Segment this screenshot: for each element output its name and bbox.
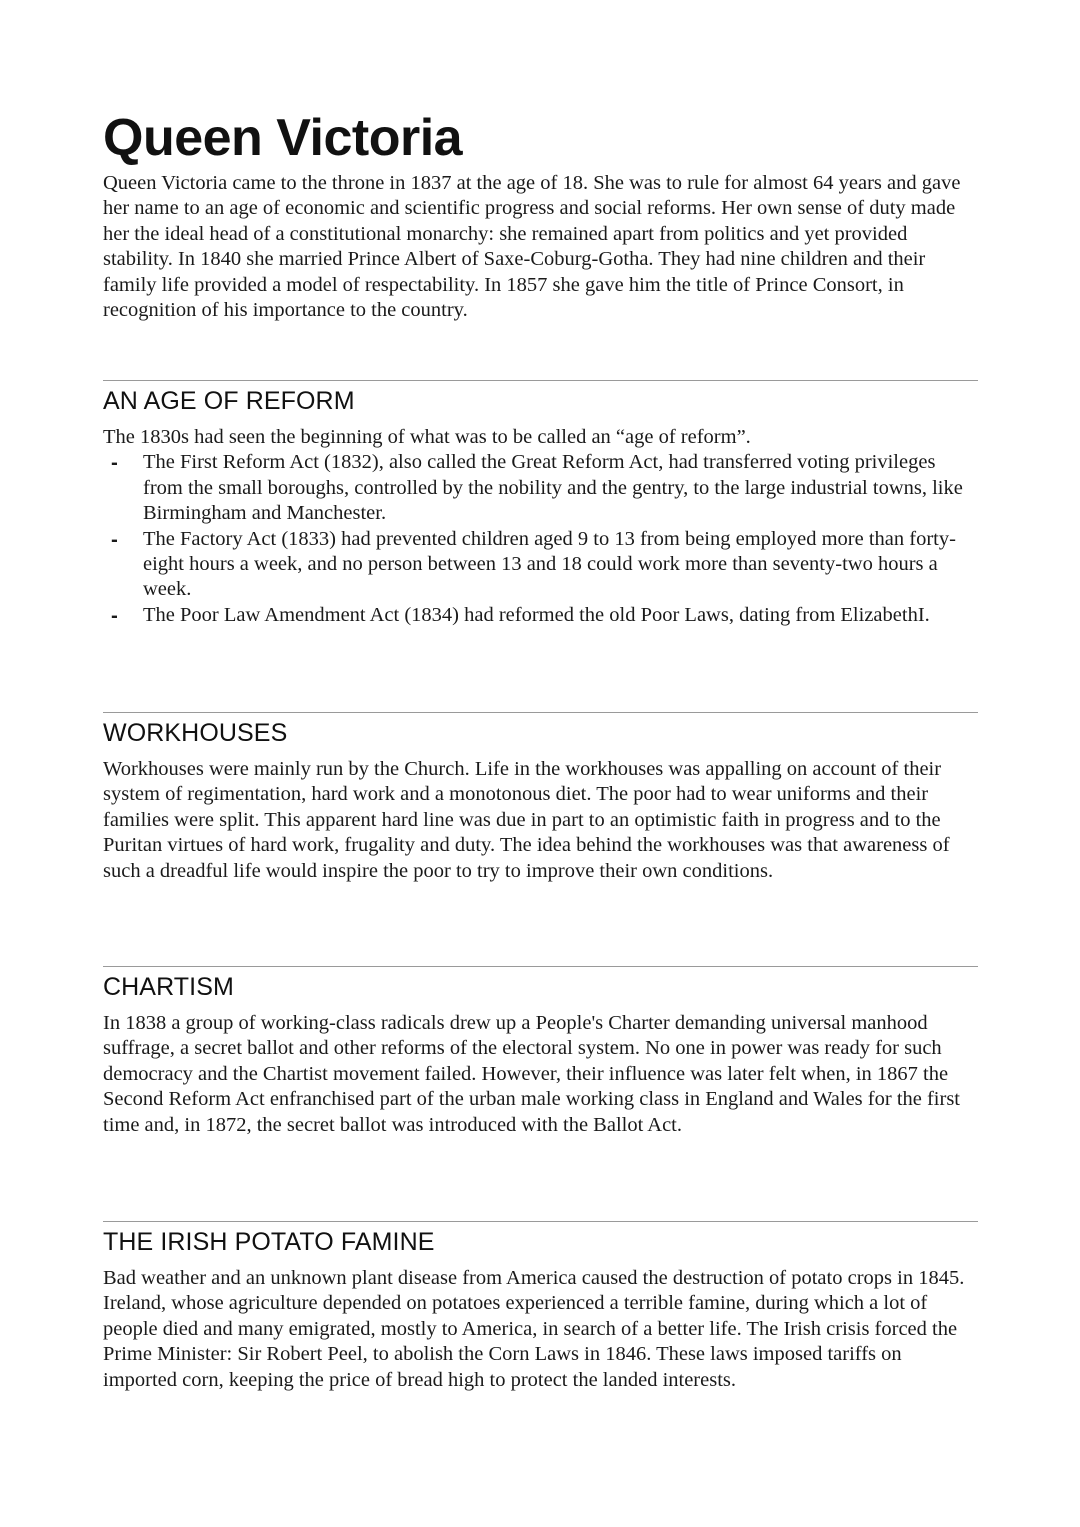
- list-item: [103, 603, 978, 628]
- section-heading: AN AGE OF REFORM: [103, 387, 355, 415]
- section-divider: [103, 712, 978, 713]
- list-item-text: The Factory Act (1833) had prevented children aged 9 to 13 from being employed more than forty-eight hours a week, and no person between 13 and 18 could work more than seventy-two hours a week.: [143, 527, 956, 601]
- list-item-text: The First Reform Act (1832), also called the Great Reform Act, had transferred voting privileges from the small boroughs, controlled by the nobility and the gentry, to the large industrial towns, like Birmingham and Manchester.: [143, 451, 963, 525]
- list-item: [103, 527, 978, 603]
- bullet-dash: -: [111, 527, 118, 551]
- section-age-of-reform: [103, 380, 978, 628]
- list-item-text: The Poor Law Amendment Act (1834) had reformed the old Poor Laws, dating from ElizabethI.: [143, 603, 930, 626]
- reform-list: [103, 450, 978, 628]
- section-paragraph: Bad weather and an unknown plant disease from America caused the destruction of potato crops in 1845. Ireland, whose agriculture depended on potatoes experienced a terrible famine, during which a lot of people died and many emigrated, mostly to America, in search of a better life. The Irish crisis forced the Prime Minister: Sir Robert Peel, to abolish the Corn Laws in 1846. These laws imposed tariffs on imported corn, keeping the price of bread high to protect the landed interests.: [103, 1267, 965, 1391]
- page-title: Queen Victoria: [103, 109, 463, 167]
- section-heading: CHARTISM: [103, 973, 234, 1001]
- section-paragraph: Workhouses were mainly run by the Church. Life in the workhouses was appalling on account of their system of regimentation, hard work and a monotonous diet. The poor had to wear uniforms and their families were split. This apparent hard line was due in part to an optimistic faith in progress and to the Puritan virtues of hard work, frugality and duty. The idea behind the workhouses was that awareness of such a dreadful life would inspire the poor to try to improve their own conditions.: [103, 758, 950, 882]
- section-heading: WORKHOUSES: [103, 719, 288, 747]
- section-divider: [103, 380, 978, 381]
- section-paragraph: In 1838 a group of working-class radicals drew up a People's Charter demanding universal manhood suffrage, a secret ballot and other reforms of the electoral system. No one in power was ready for such democracy and the Chartist movement failed. However, their influence was later felt when, in 1867 the Second Reform Act enfranchised part of the urban male working class in England and Wales for the first time and, in 1872, the secret ballot was introduced with the Ballot Act.: [103, 1012, 961, 1136]
- bullet-dash: -: [111, 451, 118, 475]
- section-divider: [103, 966, 978, 967]
- list-item: [103, 450, 978, 526]
- section-chartism: [103, 966, 978, 1138]
- section-workhouses: [103, 712, 978, 884]
- section-irish-potato-famine: [103, 1221, 978, 1393]
- section-heading: THE IRISH POTATO FAMINE: [103, 1228, 435, 1256]
- section-lead-text: The 1830s had seen the beginning of what was to be called an “age of reform”.: [103, 426, 751, 448]
- bullet-dash: -: [111, 603, 118, 627]
- intro-paragraph: Queen Victoria came to the throne in 1837 at the age of 18. She was to rule for almost 64 years and gave her name to an age of economic and scientific progress and social reforms. Her own sense of duty made her the ideal head of a constitutional monarchy: she remained apart from politics and yet provided stability. In 1840 she married Prince Albert of Saxe-Coburg-Gotha. They had nine children and their family life provided a model of respectability. In 1857 she gave him the title of Prince Consort, in recognition of his importance to the country.: [103, 172, 961, 322]
- section-divider: [103, 1221, 978, 1222]
